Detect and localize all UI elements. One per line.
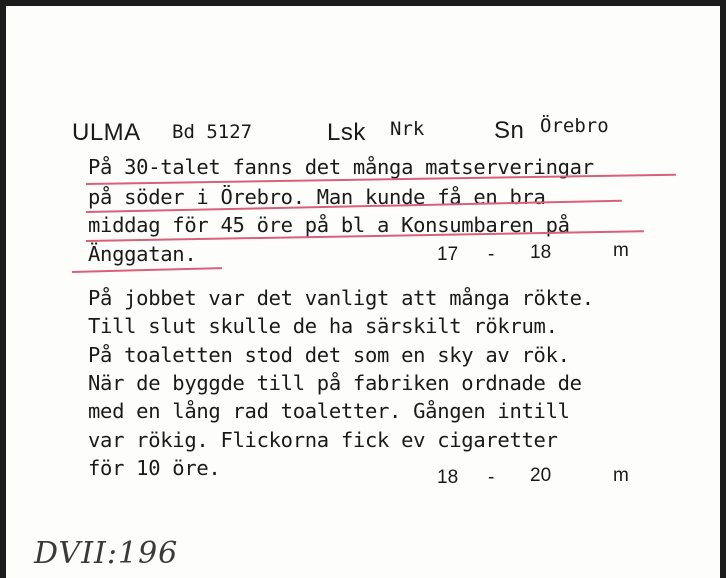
socken-label: Sn: [494, 117, 525, 144]
landskap-label: Lsk: [327, 119, 366, 146]
entry1-line-2: på söder i Örebro. Man kunde få en bra: [88, 185, 546, 209]
socken-value: Örebro: [540, 115, 609, 137]
entry1-line-1: På 30-talet fanns det många matserveringar: [88, 155, 594, 179]
archive-signature: DVII:196: [34, 536, 179, 571]
entry1-ref-dash: -: [488, 244, 495, 265]
card-edge-right: [720, 0, 726, 578]
card-edge-left: [0, 0, 6, 578]
entry2-ref-sex: m: [613, 465, 629, 486]
entry1-ref-sex: m: [613, 240, 629, 261]
archive-code: ULMA: [72, 119, 141, 146]
volume-number: Bd 5127: [172, 121, 253, 143]
entry1-line-4: Änggatan.: [88, 242, 197, 266]
entry1-ref-from: 17: [437, 244, 459, 265]
entry2-line-2: Till slut skulle de ha särskilt rökrum.: [88, 314, 558, 338]
entry1-line-3: middag för 45 öre på bl a Konsumbaren på: [88, 213, 570, 237]
entry2-line-3: På toaletten stod det som en sky av rök.: [88, 343, 570, 367]
card-edge-top: [0, 0, 726, 6]
entry1-ref-to: 18: [530, 242, 552, 263]
entry2-ref-dash: -: [488, 467, 495, 488]
entry1-underline-4: [72, 267, 222, 273]
entry2-ref-from: 18: [437, 467, 459, 488]
entry2-line-5: med en lång rad toaletter. Gången intill: [88, 399, 570, 423]
entry2-line-7: för 10 öre.: [88, 456, 221, 480]
landskap-value: Nrk: [390, 118, 425, 140]
entry2-line-1: På jobbet var det vanligt att många rökte.: [88, 286, 594, 310]
entry2-ref-to: 20: [530, 465, 552, 486]
entry2-line-4: När de byggde till på fabriken ordnade de: [88, 371, 582, 395]
entry2-line-6: var rökig. Flickorna fick ev cigaretter: [88, 428, 558, 452]
